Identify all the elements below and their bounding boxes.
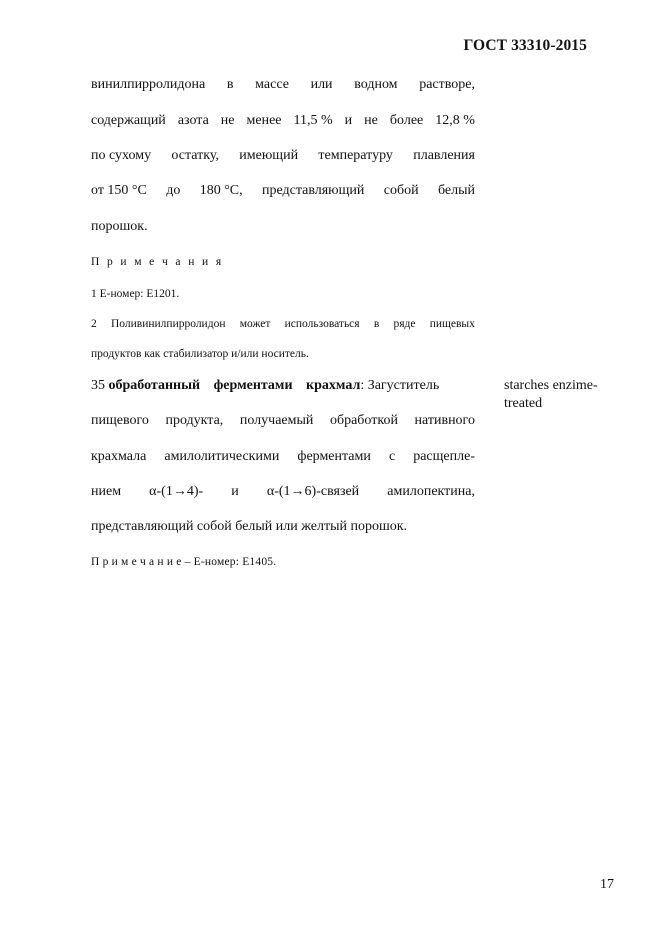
word: имеющий — [239, 148, 299, 163]
entry35-line-1 — [91, 377, 475, 395]
entry35-line-5: представляющий собой белый или желтый порошок. — [91, 519, 408, 534]
word: ряде — [393, 318, 416, 330]
word: получаемый — [239, 413, 314, 428]
word: и — [231, 484, 239, 499]
word: 12,8 % — [435, 113, 475, 128]
word: не — [220, 113, 235, 128]
word: плавления — [413, 148, 475, 163]
word: и — [344, 113, 353, 128]
entry-definition-start: : Загуститель — [360, 378, 440, 393]
word: 180 °С, — [199, 183, 243, 198]
word: температуру — [318, 148, 393, 163]
word: водном — [354, 77, 398, 92]
word: амилопектина, — [387, 484, 475, 499]
entry34-line-5: порошок. — [91, 219, 148, 234]
entry-number: 35 — [91, 378, 105, 393]
english-term — [504, 377, 624, 413]
word: винилпирролидона — [91, 77, 206, 92]
word: нативного — [414, 413, 475, 428]
word: нием — [91, 484, 122, 499]
word: продукта, — [165, 413, 224, 428]
english-term-line-1: starches enzime- — [504, 378, 598, 393]
word: белый — [437, 183, 475, 198]
entry34-line-3 — [91, 147, 475, 165]
entry35-note: П р и м е ч а н и е – Е-номер: Е1405. — [91, 556, 277, 568]
word: менее — [246, 113, 282, 128]
word: крахмала — [91, 449, 147, 464]
word: по сухому — [91, 148, 152, 163]
word: до — [166, 183, 181, 198]
word: 2 — [91, 318, 97, 330]
word: собой — [383, 183, 419, 198]
word: ферментами — [297, 449, 371, 464]
word: массе — [255, 77, 289, 92]
word: остатку, — [171, 148, 219, 163]
entry-term: обработанный ферментами крахмал — [108, 378, 361, 393]
note-2-line-1 — [91, 317, 475, 331]
word: растворе, — [419, 77, 475, 92]
entry34-line-1 — [91, 76, 475, 94]
word: с — [388, 449, 396, 464]
english-term-line-2: treated — [504, 396, 543, 411]
notes-title: П р и м е ч а н и я — [91, 256, 224, 268]
note-2-line-2: продуктов как стабилизатор и/или носитель. — [91, 348, 309, 360]
word: Поливинилпирролидон — [110, 318, 226, 330]
word: α-(1→6)-связей — [266, 484, 360, 499]
word: может — [239, 318, 271, 330]
word: пищевого — [91, 413, 149, 428]
word: в — [373, 318, 380, 330]
note-1: 1 Е-номер: Е1201. — [91, 288, 180, 300]
word: 11,5 % — [293, 113, 333, 128]
word: амилолитическими — [164, 449, 280, 464]
word: или — [310, 77, 333, 92]
word: пищевых — [429, 318, 475, 330]
page-number: 17 — [600, 877, 614, 892]
word: представляющий — [261, 183, 365, 198]
entry34-line-2 — [91, 112, 475, 130]
entry35-line-2 — [91, 412, 475, 430]
word: расщепле- — [413, 449, 475, 464]
word: использоваться — [284, 318, 360, 330]
word: не — [364, 113, 378, 128]
word: обработкой — [329, 413, 398, 428]
document-header: ГОСТ 33310-2015 — [463, 37, 587, 54]
word: от 150 °С — [91, 183, 147, 198]
word: в — [226, 77, 234, 92]
word: азота — [177, 113, 209, 128]
word: содержащий — [91, 113, 166, 128]
word: более — [389, 113, 424, 128]
word: α-(1→4)- — [149, 484, 204, 499]
entry35-line-4 — [91, 483, 475, 501]
entry34-line-4 — [91, 182, 475, 200]
entry35-line-3 — [91, 448, 475, 466]
